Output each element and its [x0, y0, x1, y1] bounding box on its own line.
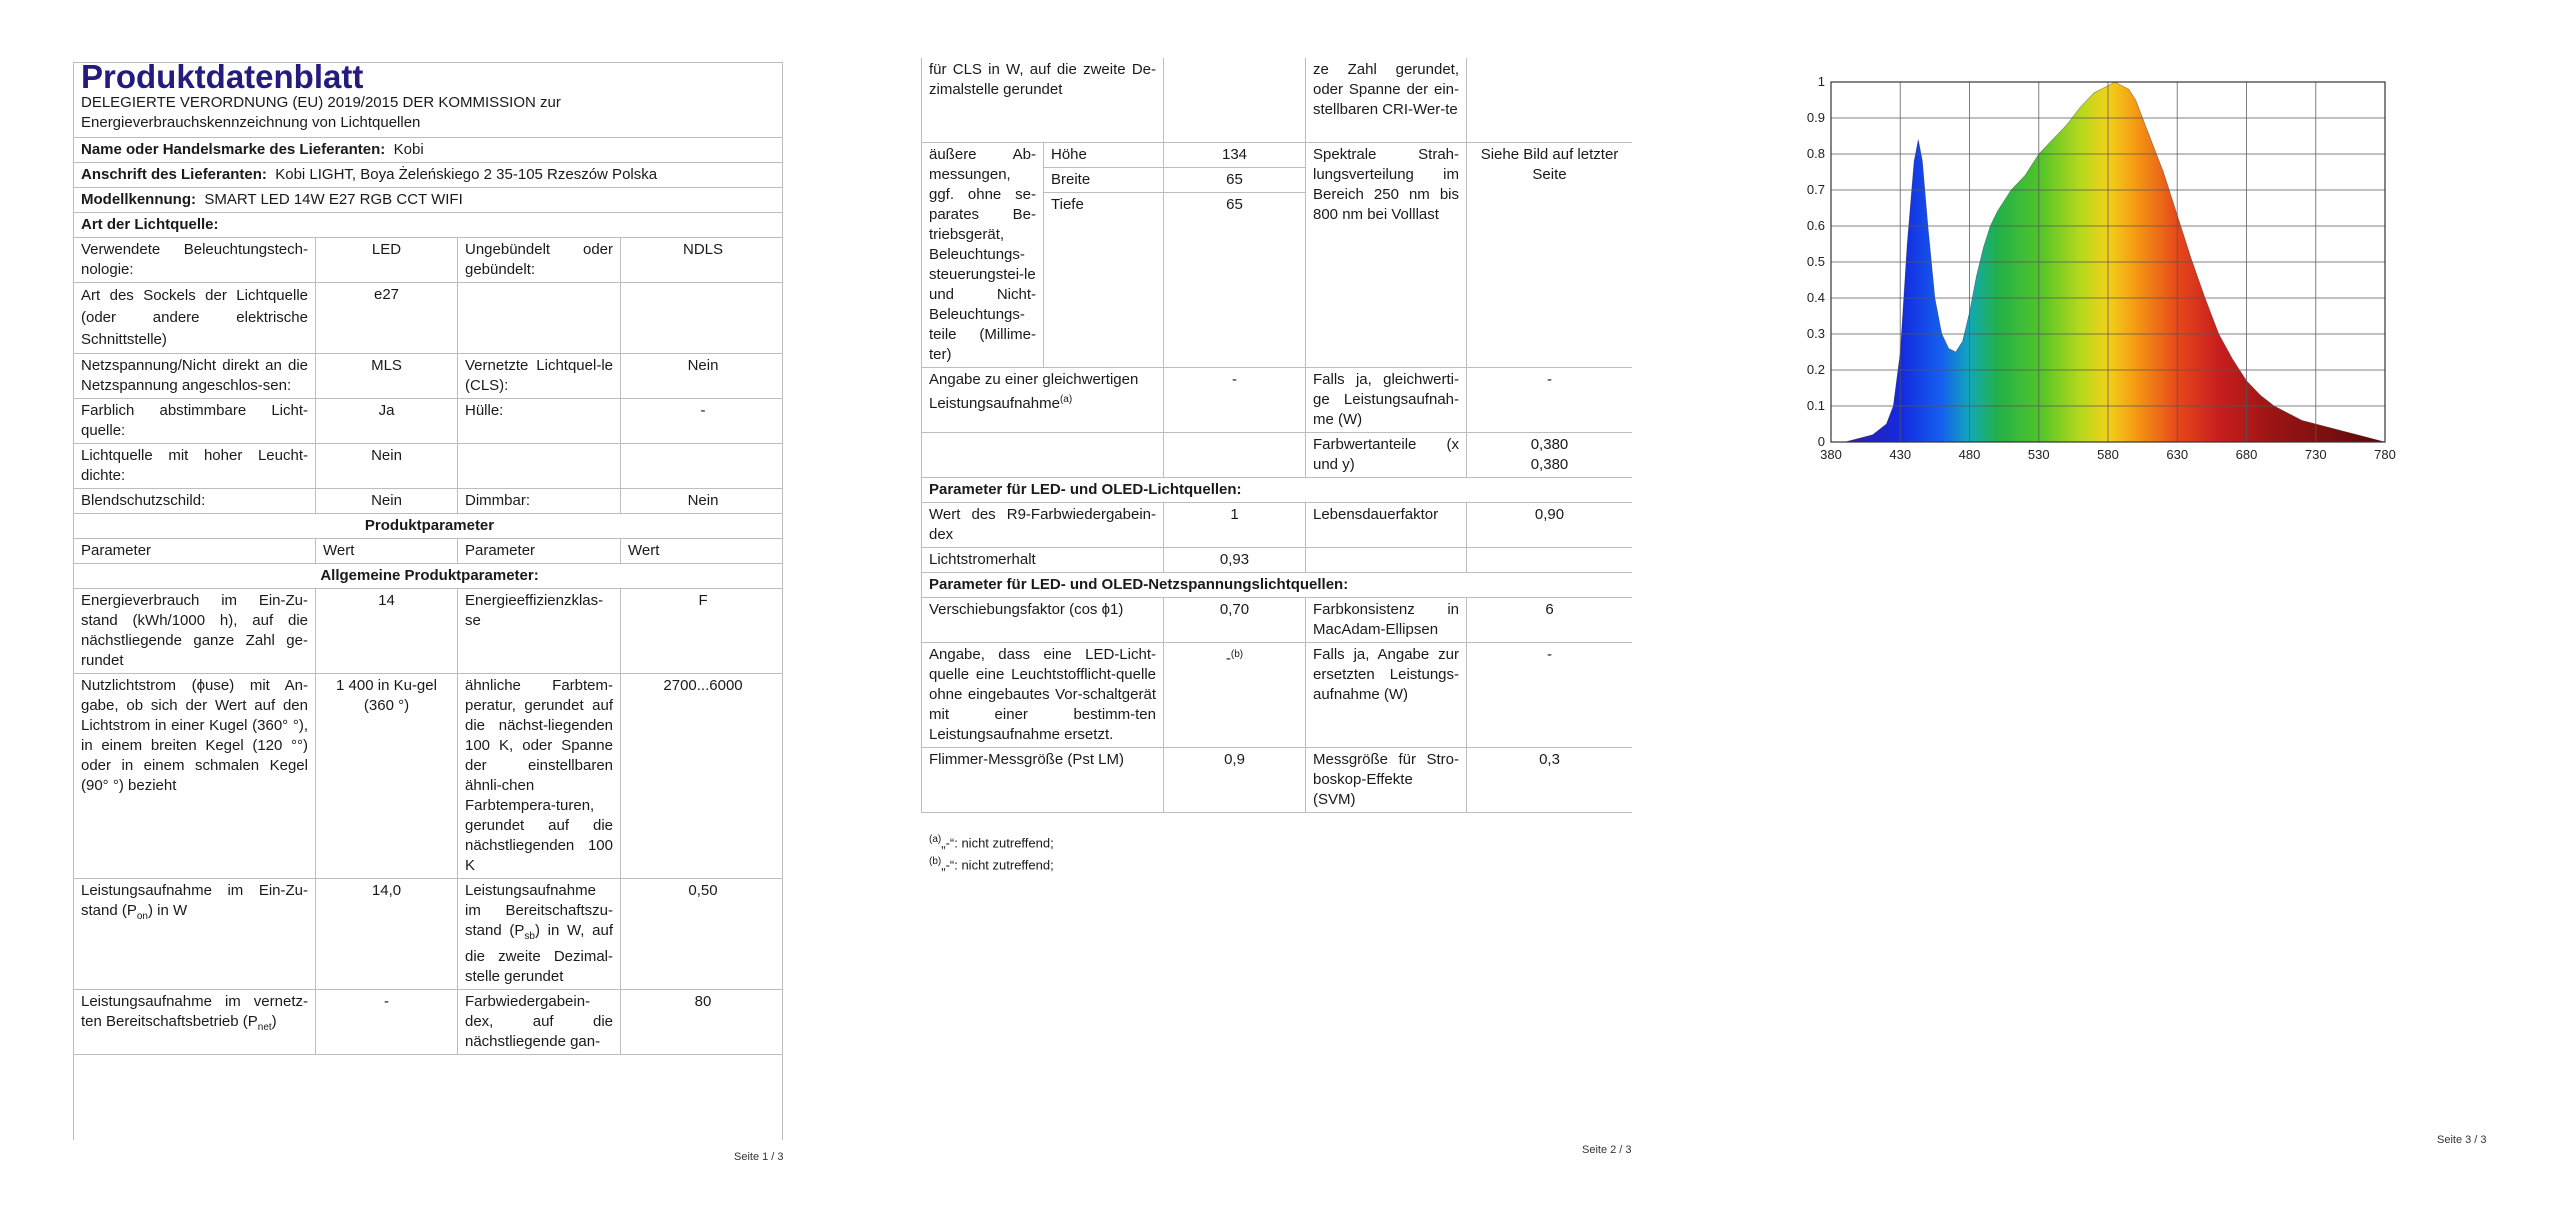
type-label: Art der Lichtquelle:: [81, 216, 219, 233]
param-value: -: [1467, 643, 1633, 748]
param-value: 134: [1164, 143, 1306, 168]
param-value: 14,0: [316, 879, 458, 990]
page-number: Seite 3 / 3: [2437, 1134, 2487, 1146]
table-row: [74, 399, 784, 444]
y-tick-label: 0.6: [1806, 218, 1825, 233]
section-header: Parameter für LED- und OLED-Lichtquellen:: [922, 478, 1633, 503]
y-tick-label: 0.7: [1806, 182, 1825, 197]
param-value: e27: [316, 283, 458, 354]
param-label: Netzspannung/Nicht direkt an die Netzspannung angeschlos-sen:: [74, 354, 316, 399]
param-value: 65: [1164, 193, 1306, 368]
x-tick-label: 630: [2166, 447, 2189, 462]
param-value: -: [316, 990, 458, 1055]
param-value: 1: [1164, 503, 1306, 548]
param-label: Verwendete Beleuchtungstech-nologie:: [74, 238, 316, 283]
y-tick-label: 0.2: [1806, 362, 1825, 377]
param-label: Farblich abstimmbare Licht-quelle:: [74, 399, 316, 444]
table-row: [922, 503, 1633, 548]
param-label: ähnliche Farbtem-peratur, gerundet auf die nächst-liegenden 100 K, oder Spanne der einstellbaren ähnli-chen Farbtempera-turen, gerundet auf die nächstliegenden 100 K: [458, 674, 621, 879]
table-row: [74, 489, 784, 514]
table-row: [74, 354, 784, 399]
param-label: Lichtstromerhalt: [922, 548, 1164, 573]
table-row: [922, 643, 1633, 748]
param-value: NDLS: [621, 238, 784, 283]
param-value: 6: [1467, 598, 1633, 643]
model-label: Modellkennung:: [81, 191, 196, 208]
datasheet-table-1: [73, 62, 783, 1055]
type-row: [74, 213, 784, 238]
param-label: Falls ja, Angabe zur ersetzten Leistungs-aufnahme (W): [1306, 643, 1467, 748]
param-value: Nein: [621, 354, 784, 399]
param-label: Energieverbrauch im Ein-Zu-stand (kWh/1000 h), auf die nächstliegende ganze Zahl ge-rundet: [74, 589, 316, 674]
regulation-text: DELEGIERTE VERORDNUNG (EU) 2019/2015 DER KOMMISSION zur Energieverbrauchskennzeichnung von Lichtquellen: [81, 94, 561, 131]
page-number: Seite 2 / 3: [1582, 1144, 1632, 1156]
param-label: Energieeffizienzklas-se: [458, 589, 621, 674]
column-header: Wert: [621, 539, 784, 564]
param-value: 0,90: [1467, 503, 1633, 548]
param-label: äußere Ab-messungen, ggf. ohne se-parates Be-triebsgerät, Beleuchtungs-steuerungstei-le und Nicht-Beleuchtungs-teile (Millime-ter): [922, 143, 1044, 368]
param-value: 0,93: [1164, 548, 1306, 573]
param-value: 1 400 in Ku-gel (360 °): [316, 674, 458, 879]
param-label: Farbwiedergabein-dex, auf die nächstliegende gan-: [458, 990, 621, 1055]
param-label: Höhe: [1044, 143, 1164, 168]
table-row: [922, 748, 1633, 813]
footnote-b: $^{(b)}$„-“: nicht zutreffend;: [929, 856, 1054, 873]
param-value: 65: [1164, 168, 1306, 193]
datasheet-table-2: [921, 58, 1632, 813]
param-label: Dimmbar:: [458, 489, 621, 514]
y-tick-label: 0.9: [1806, 110, 1825, 125]
page-2: [853, 0, 1706, 1207]
param-label: Vernetzte Lichtquel-le (CLS):: [458, 354, 621, 399]
param-value: 0,70: [1164, 598, 1306, 643]
section-header: Allgemeine Produktparameter:: [74, 564, 784, 589]
param-label: Farbkonsistenz in MacAdam-Ellipsen: [1306, 598, 1467, 643]
page-1: [0, 0, 853, 1207]
param-value: 0,50: [621, 879, 784, 990]
param-value: -$^{(b)}$: [1164, 643, 1306, 748]
x-tick-label: 780: [2374, 447, 2396, 462]
table-row: [74, 990, 784, 1055]
column-header: Parameter: [74, 539, 316, 564]
param-label: Verschiebungsfaktor (cos ϕ1): [922, 598, 1164, 643]
param-value: 0,380 0,380: [1467, 433, 1633, 478]
param-value: Ja: [316, 399, 458, 444]
table-row: [74, 589, 784, 674]
param-value: MLS: [316, 354, 458, 399]
x-tick-label: 580: [2097, 447, 2119, 462]
param-label: Flimmer-Messgröße (Pst LM): [922, 748, 1164, 813]
param-value: LED: [316, 238, 458, 283]
param-label: Angabe zu einer gleichwertigen Leistungsaufnahme$^{(a)}$: [922, 368, 1164, 433]
datasheet-page-2: [921, 58, 1632, 828]
y-tick-label: 0.8: [1806, 146, 1825, 161]
param-label: Lebensdauerfaktor: [1306, 503, 1467, 548]
param-value: Nein: [316, 489, 458, 514]
param-value: -: [621, 399, 784, 444]
param-label: Farbwertanteile (x und y): [1306, 433, 1467, 478]
table-row: [74, 283, 784, 354]
section-header: Parameter für LED- und OLED-Netzspannungslichtquellen:: [922, 573, 1633, 598]
column-header: Wert: [316, 539, 458, 564]
param-label: Nutzlichtstrom (ϕuse) mit An-gabe, ob sich der Wert auf den Lichtstrom in einer Kugel (360° °), in einem breiten Kegel (120 °°) oder in einem schmalen Kegel (90° °) bezieht: [74, 674, 316, 879]
param-label: Lichtquelle mit hoher Leucht-dichte:: [74, 444, 316, 489]
x-tick-label: 380: [1820, 447, 1842, 462]
param-label: Spektrale Strah-lungsverteilung im Bereich 250 nm bis 800 nm bei Volllast: [1306, 143, 1467, 368]
param-value: 0,9: [1164, 748, 1306, 813]
x-tick-label: 430: [1889, 447, 1912, 462]
datasheet-page-1: [73, 62, 783, 1140]
param-value: Nein: [621, 489, 784, 514]
table-row: [922, 58, 1633, 143]
table-row: [922, 368, 1633, 433]
x-tick-label: 730: [2304, 447, 2327, 462]
param-label: Art des Sockels der Lichtquelle (oder andere elektrische Schnittstelle): [74, 283, 316, 354]
y-tick-label: 1: [1817, 74, 1825, 89]
footnote-a: $^{(a)}$„-“: nicht zutreffend;: [929, 834, 1054, 851]
param-value: 0,3: [1467, 748, 1633, 813]
model-row: [74, 188, 784, 213]
y-tick-label: 0.3: [1806, 326, 1825, 341]
param-label: Blendschutzschild:: [74, 489, 316, 514]
y-tick-label: 0.5: [1806, 254, 1825, 269]
table-row: [74, 674, 784, 879]
supplier-value: Kobi: [393, 141, 424, 158]
section-header: Produktparameter: [74, 514, 784, 539]
page-number: Seite 1 / 3: [734, 1151, 784, 1163]
model-value: SMART LED 14W E27 RGB CCT WIFI: [204, 191, 463, 208]
param-label: Messgröße für Stro-boskop-Effekte (SVM): [1306, 748, 1467, 813]
table-row: [74, 238, 784, 283]
param-value: 14: [316, 589, 458, 674]
param-label: Ungebündelt oder gebündelt:: [458, 238, 621, 283]
param-label: Hülle:: [458, 399, 621, 444]
param-value: -: [1467, 368, 1633, 433]
param-value: 80: [621, 990, 784, 1055]
table-row: [922, 548, 1633, 573]
param-value: Nein: [316, 444, 458, 489]
param-label: Leistungsaufnahme im Ein-Zu-stand $(P_{on})$ in W: [74, 879, 316, 990]
spectrum-chart: [1706, 0, 2560, 520]
address-value: Kobi LIGHT, Boya Żeleńskiego 2 35-105 Rzeszów Polska: [275, 166, 658, 183]
param-value: 2700...6000: [621, 674, 784, 879]
table-row: [922, 598, 1633, 643]
y-tick-label: 0.4: [1806, 290, 1825, 305]
address-row: [74, 163, 784, 188]
param-label: Angabe, dass eine LED-Licht-quelle eine Leuchtstofflicht-quelle ohne eingebautes Vor-schaltgerät mit einer bestimm-ten Leistungsaufnahme ersetzt.: [922, 643, 1164, 748]
param-label: Tiefe: [1044, 193, 1164, 368]
table-row: [74, 879, 784, 990]
param-label: ze Zahl gerundet, oder Spanne der ein-stellbaren CRI-Wer-te: [1306, 58, 1467, 143]
x-tick-label: 480: [1958, 447, 1981, 462]
column-header: Parameter: [458, 539, 621, 564]
address-label: Anschrift des Lieferanten:: [81, 166, 267, 183]
page-title: Produktdatenblatt: [81, 62, 364, 95]
y-tick-label: 0: [1817, 434, 1825, 449]
supplier-label: Name oder Handelsmarke des Lieferanten:: [81, 141, 386, 158]
param-label: Leistungsaufnahme im Bereitschaftszu-stand $(P_{sb})$ in W, auf die zweite Dezimal-stelle gerundet: [458, 879, 621, 990]
param-value: Siehe Bild auf letzter Seite: [1467, 143, 1633, 368]
x-tick-label: 530: [2027, 447, 2050, 462]
supplier-row: [74, 138, 784, 163]
page-3: [1706, 0, 2560, 1207]
param-label: Wert des R9-Farbwiedergabein-dex: [922, 503, 1164, 548]
y-tick-label: 0.1: [1806, 398, 1825, 413]
dimensions-row: [922, 143, 1633, 168]
param-value: F: [621, 589, 784, 674]
param-label: Breite: [1044, 168, 1164, 193]
x-tick-label: 680: [2235, 447, 2258, 462]
param-label: für CLS in W, auf die zweite De-zimalstelle gerundet: [922, 58, 1164, 143]
column-headers: [74, 539, 784, 564]
table-row: [922, 433, 1633, 478]
param-label: Falls ja, gleichwerti-ge Leistungsaufnah-me (W): [1306, 368, 1467, 433]
param-label: Leistungsaufnahme im vernetz-ten Bereitschaftsbetrieb $(P_{net})$: [74, 990, 316, 1055]
table-row: [74, 444, 784, 489]
param-value: -: [1164, 368, 1306, 433]
